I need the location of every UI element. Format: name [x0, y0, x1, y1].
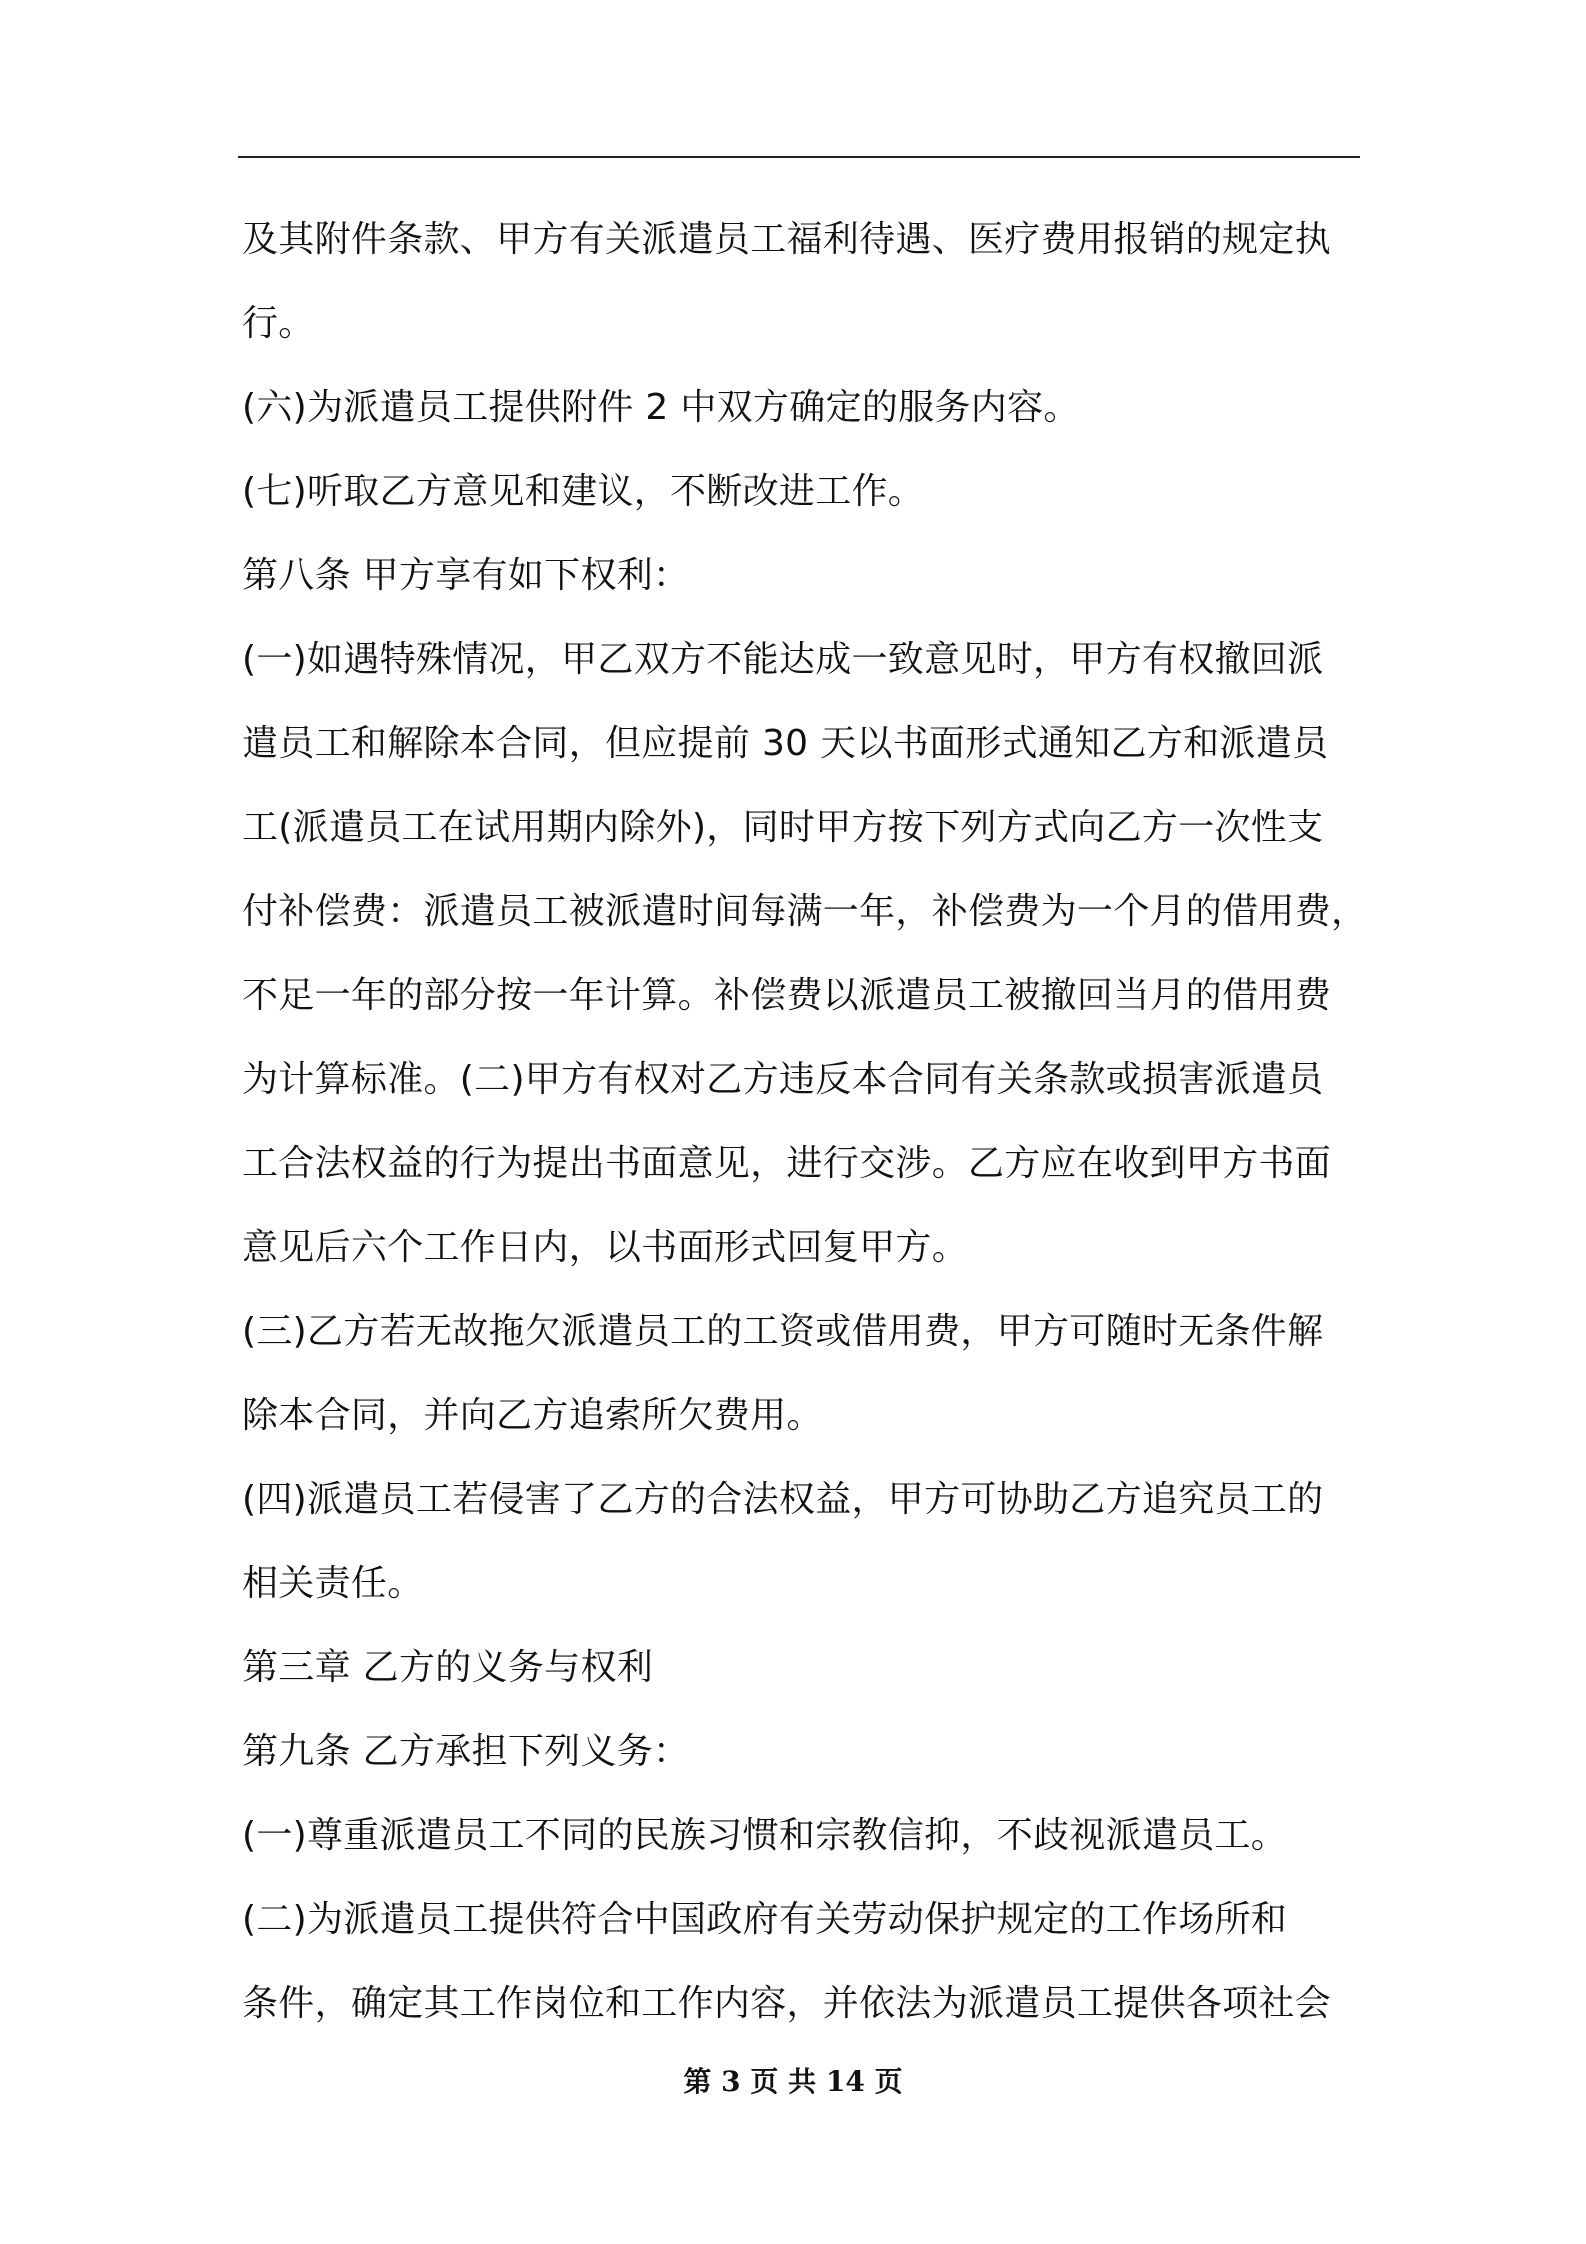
text-line: (一)如遇特殊情况，甲乙双方不能达成一致意见时，甲方有权撤回派 [242, 639, 1324, 680]
text-line: 遣员工和解除本合同，但应提前 30 天以书面形式通知乙方和派遣员 [242, 723, 1329, 764]
text-line: 除本合同，并向乙方追索所欠费用。 [242, 1395, 823, 1436]
text-line: (七)听取乙方意见和建议，不断改进工作。 [242, 471, 925, 512]
text-line: 条件，确定其工作岗位和工作内容，并依法为派遣员工提供各项社会 [242, 1983, 1332, 2024]
document-body [242, 198, 1368, 2046]
text-line: 行。 [242, 303, 315, 344]
text-line: 工合法权益的行为提出书面意见，进行交涉。乙方应在收到甲方书面 [242, 1143, 1332, 1184]
text-line: 相关责任。 [242, 1563, 424, 1604]
text-line: (二)为派遣员工提供符合中国政府有关劳动保护规定的工作场所和 [242, 1899, 1288, 1940]
text-line: 意见后六个工作日内，以书面形式回复甲方。 [242, 1227, 969, 1268]
text-line: 不足一年的部分按一年计算。补偿费以派遣员工被撤回当月的借用费 [242, 975, 1332, 1016]
chapter-heading: 第三章 乙方的义务与权利 [242, 1647, 654, 1688]
text-line: (四)派遣员工若侵害了乙方的合法权益，甲方可协助乙方追究员工的 [242, 1479, 1324, 1520]
text-line: (六)为派遣员工提供附件 2 中双方确定的服务内容。 [242, 387, 1080, 428]
text-line: (三)乙方若无故拖欠派遣员工的工资或借用费，甲方可随时无条件解 [242, 1311, 1324, 1352]
page-number: 第 3 页 共 14 页 [683, 2065, 903, 2098]
text-line: (一)尊重派遣员工不同的民族习惯和宗教信抑，不歧视派遣员工。 [242, 1815, 1288, 1856]
text-line: 工(派遣员工在试用期内除外)，同时甲方按下列方式向乙方一次性支 [242, 807, 1324, 848]
text-line: 付补偿费：派遣员工被派遣时间每满一年，补偿费为一个月的借用费， [242, 891, 1368, 932]
text-line: 为计算标准。(二)甲方有权对乙方违反本合同有关条款或损害派遣员 [242, 1059, 1324, 1100]
section-heading: 第九条 乙方承担下列义务： [242, 1731, 690, 1772]
text-line: 及其附件条款、甲方有关派遣员工福利待遇、医疗费用报销的规定执 [242, 219, 1332, 260]
header-rule [238, 156, 1360, 158]
section-heading: 第八条 甲方享有如下权利： [242, 555, 690, 596]
